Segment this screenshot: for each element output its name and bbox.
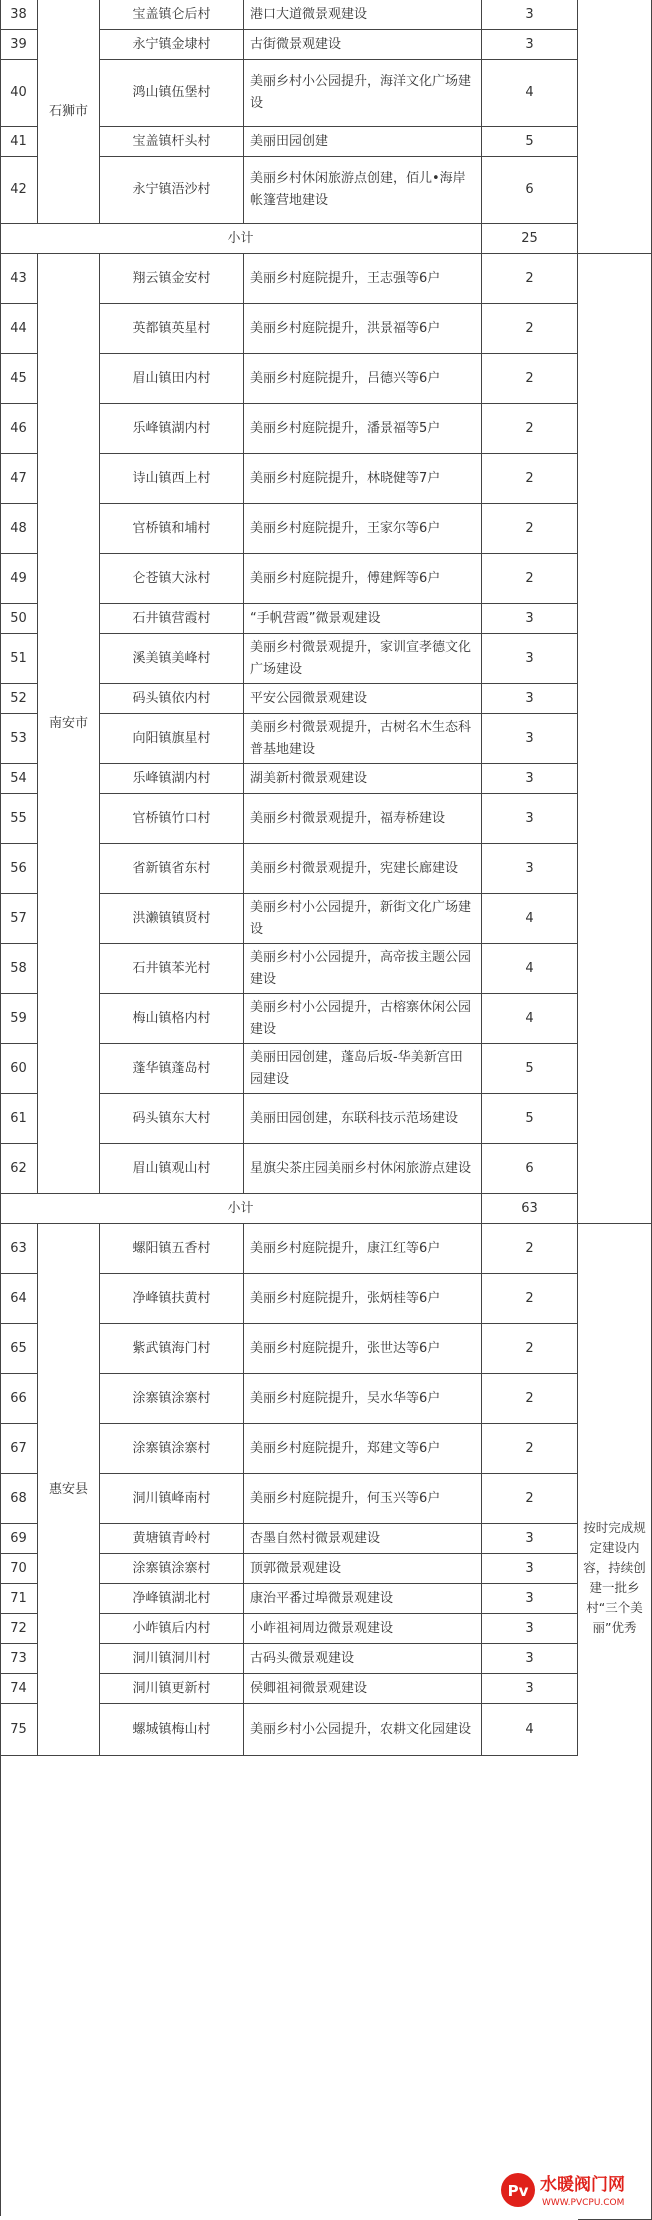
watermark-logo xyxy=(498,2168,648,2212)
village-name: 石井镇苯光村 xyxy=(100,944,244,994)
village-name: 鸿山镇伍堡村 xyxy=(100,60,244,127)
district-name: 石狮市 xyxy=(38,0,100,224)
village-count: 6 xyxy=(482,1144,578,1194)
village-count: 3 xyxy=(482,684,578,714)
village-count: 3 xyxy=(482,1674,578,1704)
construction-content: 美丽乡村小公园提升，古榕寨休闲公园建设 xyxy=(244,994,482,1044)
village-name: 石井镇营霞村 xyxy=(100,604,244,634)
construction-content: 美丽乡村庭院提升，洪景福等6户 xyxy=(244,304,482,354)
watermark-badge-text: Pv xyxy=(507,2182,529,2200)
village-name: 省新镇省东村 xyxy=(100,844,244,894)
village-count: 3 xyxy=(482,764,578,794)
village-count: 3 xyxy=(482,844,578,894)
construction-content: 杏墨自然村微景观建设 xyxy=(244,1524,482,1554)
row-number: 68 xyxy=(0,1474,38,1524)
row-number: 74 xyxy=(0,1674,38,1704)
village-name: 乐峰镇湖内村 xyxy=(100,404,244,454)
village-name: 蓬华镇蓬岛村 xyxy=(100,1044,244,1094)
village-count: 5 xyxy=(482,1044,578,1094)
village-count: 2 xyxy=(482,1474,578,1524)
row-number: 47 xyxy=(0,454,38,504)
village-name: 码头镇依内村 xyxy=(100,684,244,714)
village-name: 眉山镇田内村 xyxy=(100,354,244,404)
village-name: 涂寨镇涂寨村 xyxy=(100,1374,244,1424)
construction-content: 星旗尖茶庄园美丽乡村休闲旅游点建设 xyxy=(244,1144,482,1194)
village-name: 英都镇英星村 xyxy=(100,304,244,354)
row-number: 55 xyxy=(0,794,38,844)
village-name: 洪濑镇镇贤村 xyxy=(100,894,244,944)
village-count: 3 xyxy=(482,0,578,30)
district-name: 南安市 xyxy=(38,254,100,1194)
construction-content: 美丽乡村庭院提升，张炳桂等6户 xyxy=(244,1274,482,1324)
row-number: 50 xyxy=(0,604,38,634)
construction-content: 美丽乡村庭院提升，何玉兴等6户 xyxy=(244,1474,482,1524)
construction-content: 美丽乡村庭院提升，王家尔等6户 xyxy=(244,504,482,554)
construction-content: 美丽田园创建，东联科技示范场建设 xyxy=(244,1094,482,1144)
construction-content: 美丽乡村庭院提升，吕德兴等6户 xyxy=(244,354,482,404)
construction-content: 美丽乡村庭院提升，王志强等6户 xyxy=(244,254,482,304)
subtotal-label: 小计 xyxy=(0,224,482,254)
village-name: 宝盖镇杆头村 xyxy=(100,127,244,157)
construction-content: 顶郭微景观建设 xyxy=(244,1554,482,1584)
row-number: 72 xyxy=(0,1614,38,1644)
construction-content: 美丽乡村庭院提升，潘景福等5户 xyxy=(244,404,482,454)
village-name: 向阳镇旗星村 xyxy=(100,714,244,764)
village-name: 永宁镇金埭村 xyxy=(100,30,244,60)
construction-content: 美丽乡村小公园提升，农耕文化园建设 xyxy=(244,1704,482,1756)
village-name: 涂寨镇涂寨村 xyxy=(100,1554,244,1584)
construction-content: 美丽乡村小公园提升，新街文化广场建设 xyxy=(244,894,482,944)
village-name: 洞川镇洞川村 xyxy=(100,1644,244,1674)
row-number: 53 xyxy=(0,714,38,764)
row-number: 44 xyxy=(0,304,38,354)
row-number: 62 xyxy=(0,1144,38,1194)
row-number: 52 xyxy=(0,684,38,714)
row-number: 61 xyxy=(0,1094,38,1144)
village-name: 码头镇东大村 xyxy=(100,1094,244,1144)
construction-content: 美丽乡村休闲旅游点创建，佰儿•海岸帐篷营地建设 xyxy=(244,157,482,224)
subtotal-label: 小计 xyxy=(0,1194,482,1224)
row-number: 48 xyxy=(0,504,38,554)
village-name: 螺阳镇五香村 xyxy=(100,1224,244,1274)
row-number: 57 xyxy=(0,894,38,944)
row-number: 65 xyxy=(0,1324,38,1374)
village-name: 官桥镇竹口村 xyxy=(100,794,244,844)
village-name: 涂寨镇涂寨村 xyxy=(100,1424,244,1474)
row-number: 71 xyxy=(0,1584,38,1614)
village-count: 3 xyxy=(482,1554,578,1584)
village-count: 2 xyxy=(482,354,578,404)
village-count: 5 xyxy=(482,127,578,157)
village-count: 2 xyxy=(482,1324,578,1374)
village-name: 小岞镇后内村 xyxy=(100,1614,244,1644)
row-number: 49 xyxy=(0,554,38,604)
row-number: 66 xyxy=(0,1374,38,1424)
village-count: 3 xyxy=(482,1644,578,1674)
construction-content: 古街微景观建设 xyxy=(244,30,482,60)
construction-content: 美丽乡村微景观提升，宪建长廊建设 xyxy=(244,844,482,894)
village-name: 黄塘镇青岭村 xyxy=(100,1524,244,1554)
construction-content: 港口大道微景观建设 xyxy=(244,0,482,30)
construction-content: 美丽乡村庭院提升，郑建文等6户 xyxy=(244,1424,482,1474)
village-name: 净峰镇湖北村 xyxy=(100,1584,244,1614)
village-count: 3 xyxy=(482,794,578,844)
village-count: 2 xyxy=(482,254,578,304)
village-name: 眉山镇观山村 xyxy=(100,1144,244,1194)
remark-cell xyxy=(578,254,652,1224)
construction-content: 小岞祖祠周边微景观建设 xyxy=(244,1614,482,1644)
row-number: 46 xyxy=(0,404,38,454)
row-number: 60 xyxy=(0,1044,38,1094)
village-count: 2 xyxy=(482,554,578,604)
construction-content: 古码头微景观建设 xyxy=(244,1644,482,1674)
village-name: 宝盖镇仑后村 xyxy=(100,0,244,30)
row-number: 45 xyxy=(0,354,38,404)
row-number: 56 xyxy=(0,844,38,894)
village-count: 2 xyxy=(482,304,578,354)
village-count: 2 xyxy=(482,404,578,454)
row-number: 64 xyxy=(0,1274,38,1324)
construction-content: 美丽乡村小公园提升，高帝拔主题公园建设 xyxy=(244,944,482,994)
village-count: 3 xyxy=(482,30,578,60)
row-number: 42 xyxy=(0,157,38,224)
village-count: 6 xyxy=(482,157,578,224)
village-count: 3 xyxy=(482,1524,578,1554)
remark-cell xyxy=(578,0,652,254)
construction-content: 美丽乡村微景观提升，古树名木生态科普基地建设 xyxy=(244,714,482,764)
village-name: 净峰镇扶黄村 xyxy=(100,1274,244,1324)
village-count: 3 xyxy=(482,1584,578,1614)
remark-note: 按时完成规定建设内容，持续创建一批乡村“三个美丽”优秀 xyxy=(578,1224,652,2220)
subtotal-value: 63 xyxy=(482,1194,578,1224)
village-count: 4 xyxy=(482,944,578,994)
village-name: 溪美镇美峰村 xyxy=(100,634,244,684)
village-name: 翔云镇金安村 xyxy=(100,254,244,304)
construction-content: 美丽乡村微景观提升，福寿桥建设 xyxy=(244,794,482,844)
row-number: 43 xyxy=(0,254,38,304)
village-name: 官桥镇和埔村 xyxy=(100,504,244,554)
village-name: 梅山镇格内村 xyxy=(100,994,244,1044)
village-count: 3 xyxy=(482,714,578,764)
construction-content: 美丽田园创建 xyxy=(244,127,482,157)
row-number: 63 xyxy=(0,1224,38,1274)
village-count: 4 xyxy=(482,1704,578,1756)
village-count: 2 xyxy=(482,504,578,554)
village-count: 2 xyxy=(482,1224,578,1274)
village-name: 螺城镇梅山村 xyxy=(100,1704,244,1756)
district-name: 惠安县 xyxy=(38,1224,100,1756)
construction-content: 美丽乡村庭院提升，张世达等6户 xyxy=(244,1324,482,1374)
row-number: 73 xyxy=(0,1644,38,1674)
construction-content: 美丽乡村小公园提升，海洋文化广场建设 xyxy=(244,60,482,127)
construction-content: 平安公园微景观建设 xyxy=(244,684,482,714)
construction-content: 美丽乡村微景观提升，家训宣孝德文化广场建设 xyxy=(244,634,482,684)
village-count: 2 xyxy=(482,1424,578,1474)
village-count: 3 xyxy=(482,604,578,634)
village-count: 3 xyxy=(482,1614,578,1644)
village-count: 4 xyxy=(482,60,578,127)
village-name: 仑苍镇大泳村 xyxy=(100,554,244,604)
row-number: 51 xyxy=(0,634,38,684)
row-number: 75 xyxy=(0,1704,38,1756)
village-count: 5 xyxy=(482,1094,578,1144)
row-number: 69 xyxy=(0,1524,38,1554)
construction-content: 美丽乡村庭院提升，康江红等6户 xyxy=(244,1224,482,1274)
row-number: 38 xyxy=(0,0,38,30)
village-count: 2 xyxy=(482,454,578,504)
construction-content: 美丽乡村庭院提升，吴水华等6户 xyxy=(244,1374,482,1424)
village-name: 紫武镇海门村 xyxy=(100,1324,244,1374)
village-count: 4 xyxy=(482,994,578,1044)
construction-content: 美丽乡村庭院提升，林晓健等7户 xyxy=(244,454,482,504)
construction-content: 侯卿祖祠微景观建设 xyxy=(244,1674,482,1704)
row-number: 39 xyxy=(0,30,38,60)
village-name: 诗山镇西上村 xyxy=(100,454,244,504)
row-number: 70 xyxy=(0,1554,38,1584)
village-name: 永宁镇浯沙村 xyxy=(100,157,244,224)
watermark-brand: 水暖阀门网 xyxy=(540,2175,625,2195)
construction-content: 康治平番过埠微景观建设 xyxy=(244,1584,482,1614)
construction-content: 美丽乡村庭院提升，傅建辉等6户 xyxy=(244,554,482,604)
construction-content: “手帆营霞”微景观建设 xyxy=(244,604,482,634)
village-name: 乐峰镇湖内村 xyxy=(100,764,244,794)
row-number: 41 xyxy=(0,127,38,157)
row-number: 40 xyxy=(0,60,38,127)
row-number: 58 xyxy=(0,944,38,994)
row-number: 54 xyxy=(0,764,38,794)
village-count: 3 xyxy=(482,634,578,684)
village-count: 2 xyxy=(482,1274,578,1324)
row-number: 67 xyxy=(0,1424,38,1474)
construction-content: 湖美新村微景观建设 xyxy=(244,764,482,794)
village-name: 洞川镇峰南村 xyxy=(100,1474,244,1524)
village-count: 4 xyxy=(482,894,578,944)
row-number: 59 xyxy=(0,994,38,1044)
construction-content: 美丽田园创建，蓬岛后坂-华美新宫田园建设 xyxy=(244,1044,482,1094)
watermark-domain: WWW.PVCPU.COM xyxy=(542,2198,625,2208)
village-name: 洞川镇更新村 xyxy=(100,1674,244,1704)
village-count: 2 xyxy=(482,1374,578,1424)
subtotal-value: 25 xyxy=(482,224,578,254)
